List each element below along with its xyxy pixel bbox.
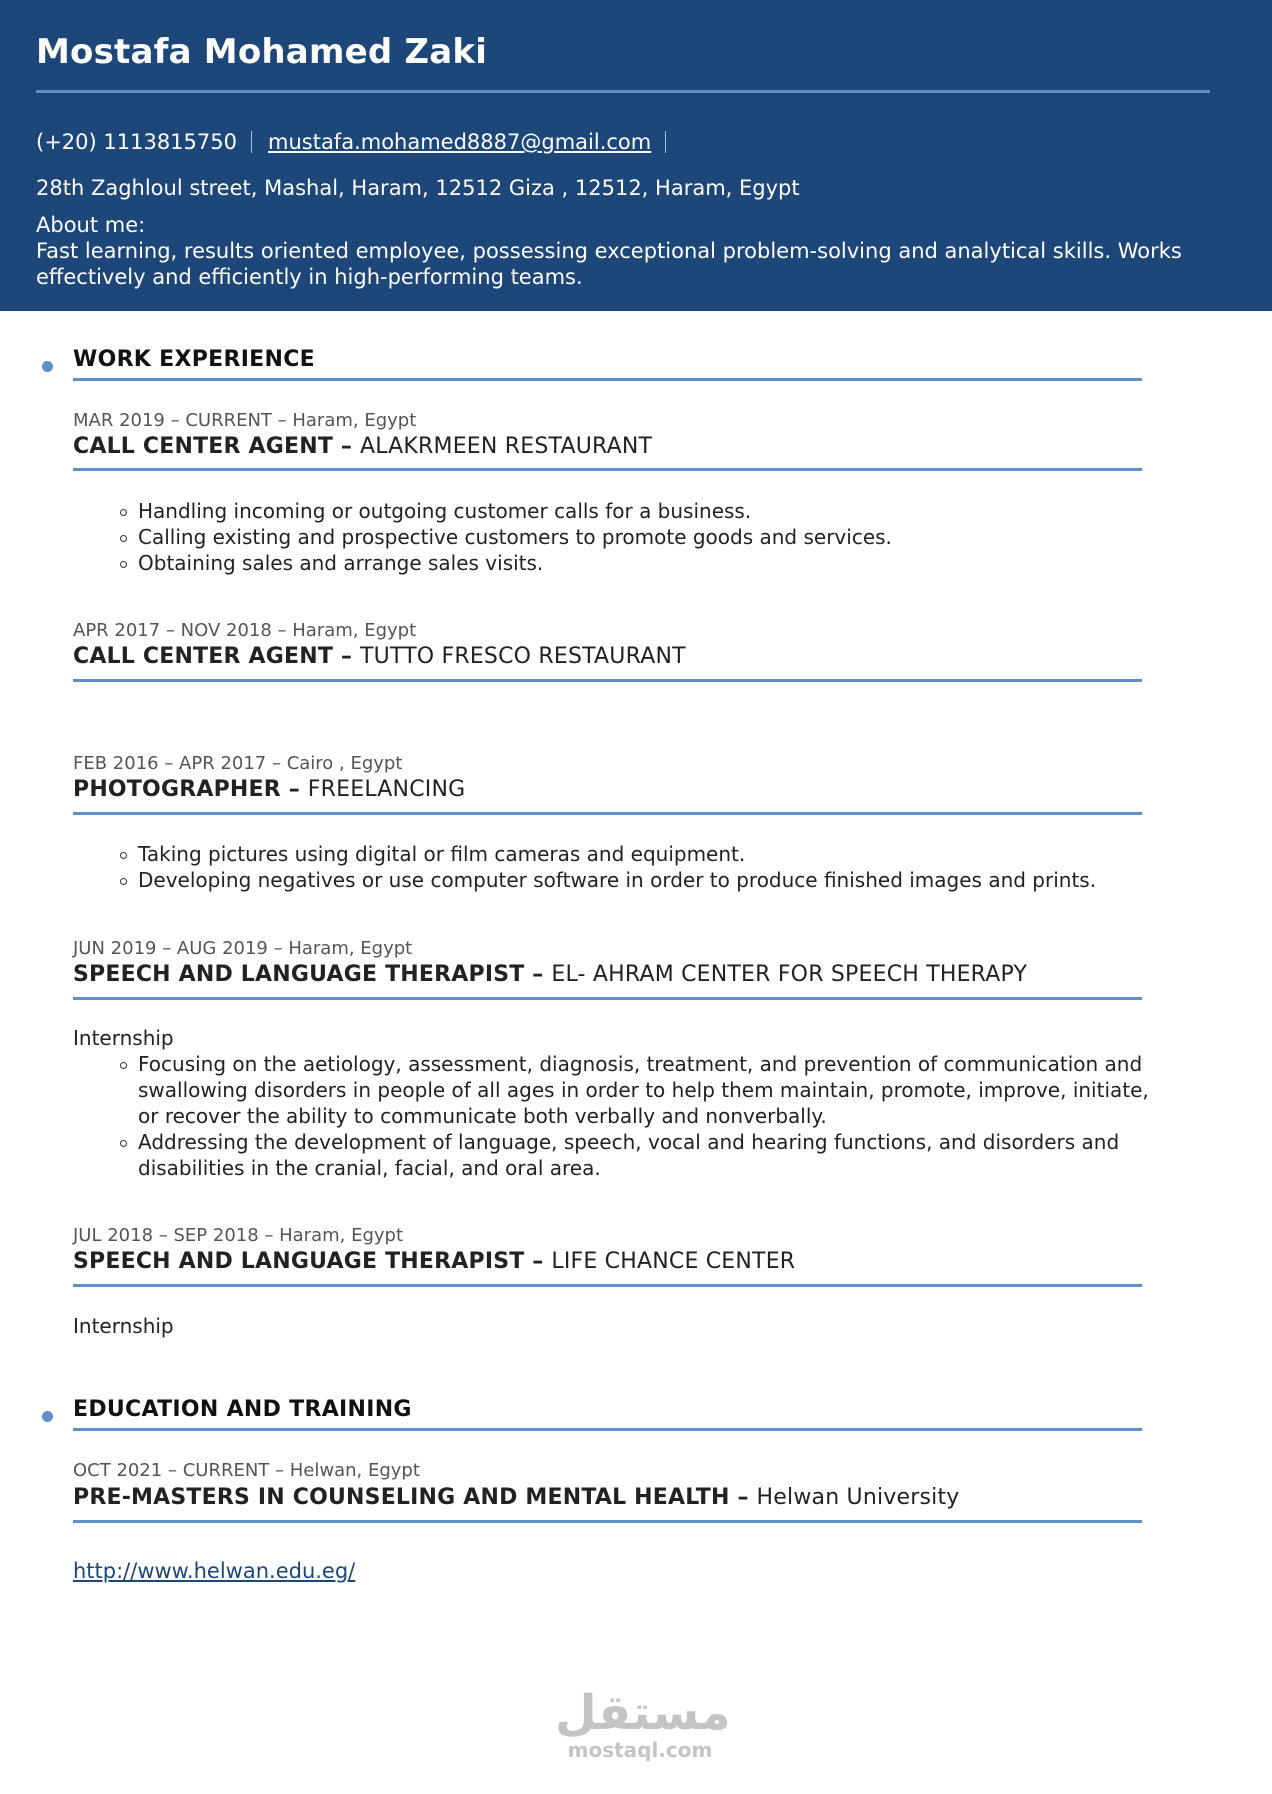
- education-divider: [73, 1520, 1142, 1523]
- job-role: PHOTOGRAPHER –: [73, 777, 308, 802]
- education-institution: Helwan University: [756, 1485, 960, 1510]
- job-org: ALAKRMEEN RESTAURANT: [359, 434, 653, 459]
- list-item: Handling incoming or outgoing customer calls for a business.: [120, 498, 1150, 524]
- institution-website-link[interactable]: http://www.helwan.edu.eg/: [73, 1559, 356, 1583]
- job-note: Internship: [73, 1314, 174, 1338]
- job-role: SPEECH AND LANGUAGE THERAPIST –: [73, 962, 552, 987]
- job-bullets: [120, 841, 1150, 893]
- header-divider: [36, 90, 1210, 93]
- job-meta: JUN 2019 – AUG 2019 – Haram, Egypt: [73, 938, 413, 959]
- job-org: EL- AHRAM CENTER FOR SPEECH THERAPY: [551, 962, 1028, 987]
- about-text: Fast learning, results oriented employee, possessing exceptional problem-solving and analytical skills. Works effectively and efficiently in high-performing teams.: [36, 239, 1182, 289]
- job-title: [73, 644, 686, 669]
- section-title-work: WORK EXPERIENCE: [73, 347, 315, 372]
- list-item: Addressing the development of language, speech, vocal and hearing functions, and disorders and disabilities in the cranial, facial, and oral area.: [120, 1129, 1150, 1181]
- contact-separator: [251, 131, 252, 153]
- education-title: [73, 1485, 960, 1510]
- contact-separator: [665, 131, 666, 153]
- job-divider: [73, 812, 1142, 815]
- job-meta: JUL 2018 – SEP 2018 – Haram, Egypt: [73, 1225, 404, 1246]
- section-bullet-icon: [42, 361, 53, 372]
- job-title: [73, 434, 652, 459]
- phone-number: (+20) 1113815750: [36, 130, 237, 154]
- job-divider: [73, 997, 1142, 1000]
- candidate-name: Mostafa Mohamed Zaki: [36, 32, 488, 72]
- list-item: Obtaining sales and arrange sales visits.: [120, 550, 1150, 576]
- address: 28th Zaghloul street, Mashal, Haram, 12512 Giza , 12512, Haram, Egypt: [36, 176, 800, 200]
- contact-line: [36, 130, 682, 154]
- job-org: LIFE CHANCE CENTER: [551, 1249, 796, 1274]
- job-role: CALL CENTER AGENT –: [73, 434, 360, 459]
- list-item: Calling existing and prospective customers to promote goods and services.: [120, 524, 1150, 550]
- list-item: Focusing on the aetiology, assessment, diagnosis, treatment, and prevention of communication and swallowing disorders in people of all ages in order to help them maintain, promote, improve, initiate, or recover the ability to communicate both verbally and nonverbally.: [120, 1051, 1150, 1129]
- section-divider: [73, 1428, 1142, 1431]
- job-role: SPEECH AND LANGUAGE THERAPIST –: [73, 1249, 552, 1274]
- section-title-education: EDUCATION AND TRAINING: [73, 1397, 412, 1422]
- job-divider: [73, 468, 1142, 471]
- education-degree: PRE-MASTERS IN COUNSELING AND MENTAL HEALTH –: [73, 1485, 757, 1510]
- job-note: Internship: [73, 1026, 174, 1050]
- job-bullets: [120, 1051, 1150, 1181]
- section-divider: [73, 378, 1142, 381]
- list-item: Developing negatives or use computer software in order to produce finished images and prints.: [120, 867, 1150, 893]
- about-section: [36, 212, 1216, 290]
- email-link[interactable]: mustafa.mohamed8887@gmail.com: [268, 130, 652, 154]
- education-meta: OCT 2021 – CURRENT – Helwan, Egypt: [73, 1460, 420, 1481]
- about-label: About me:: [36, 213, 146, 237]
- job-title: [73, 1249, 795, 1274]
- job-org: TUTTO FRESCO RESTAURANT: [359, 644, 686, 669]
- job-divider: [73, 679, 1142, 682]
- job-title: [73, 962, 1027, 987]
- job-role: CALL CENTER AGENT –: [73, 644, 360, 669]
- job-meta: FEB 2016 – APR 2017 – Cairo , Egypt: [73, 753, 403, 774]
- job-org: FREELANCING: [307, 777, 466, 802]
- job-meta: APR 2017 – NOV 2018 – Haram, Egypt: [73, 620, 417, 641]
- resume-header: [0, 0, 1272, 311]
- section-bullet-icon: [42, 1411, 53, 1422]
- watermark-latin: mostaql.com: [567, 1738, 713, 1762]
- job-meta: MAR 2019 – CURRENT – Haram, Egypt: [73, 410, 417, 431]
- job-bullets: [120, 498, 1150, 576]
- job-divider: [73, 1284, 1142, 1287]
- job-title: [73, 777, 465, 802]
- watermark-arabic: مستقل: [555, 1685, 731, 1741]
- watermark: [555, 1685, 731, 1762]
- list-item: Taking pictures using digital or film cameras and equipment.: [120, 841, 1150, 867]
